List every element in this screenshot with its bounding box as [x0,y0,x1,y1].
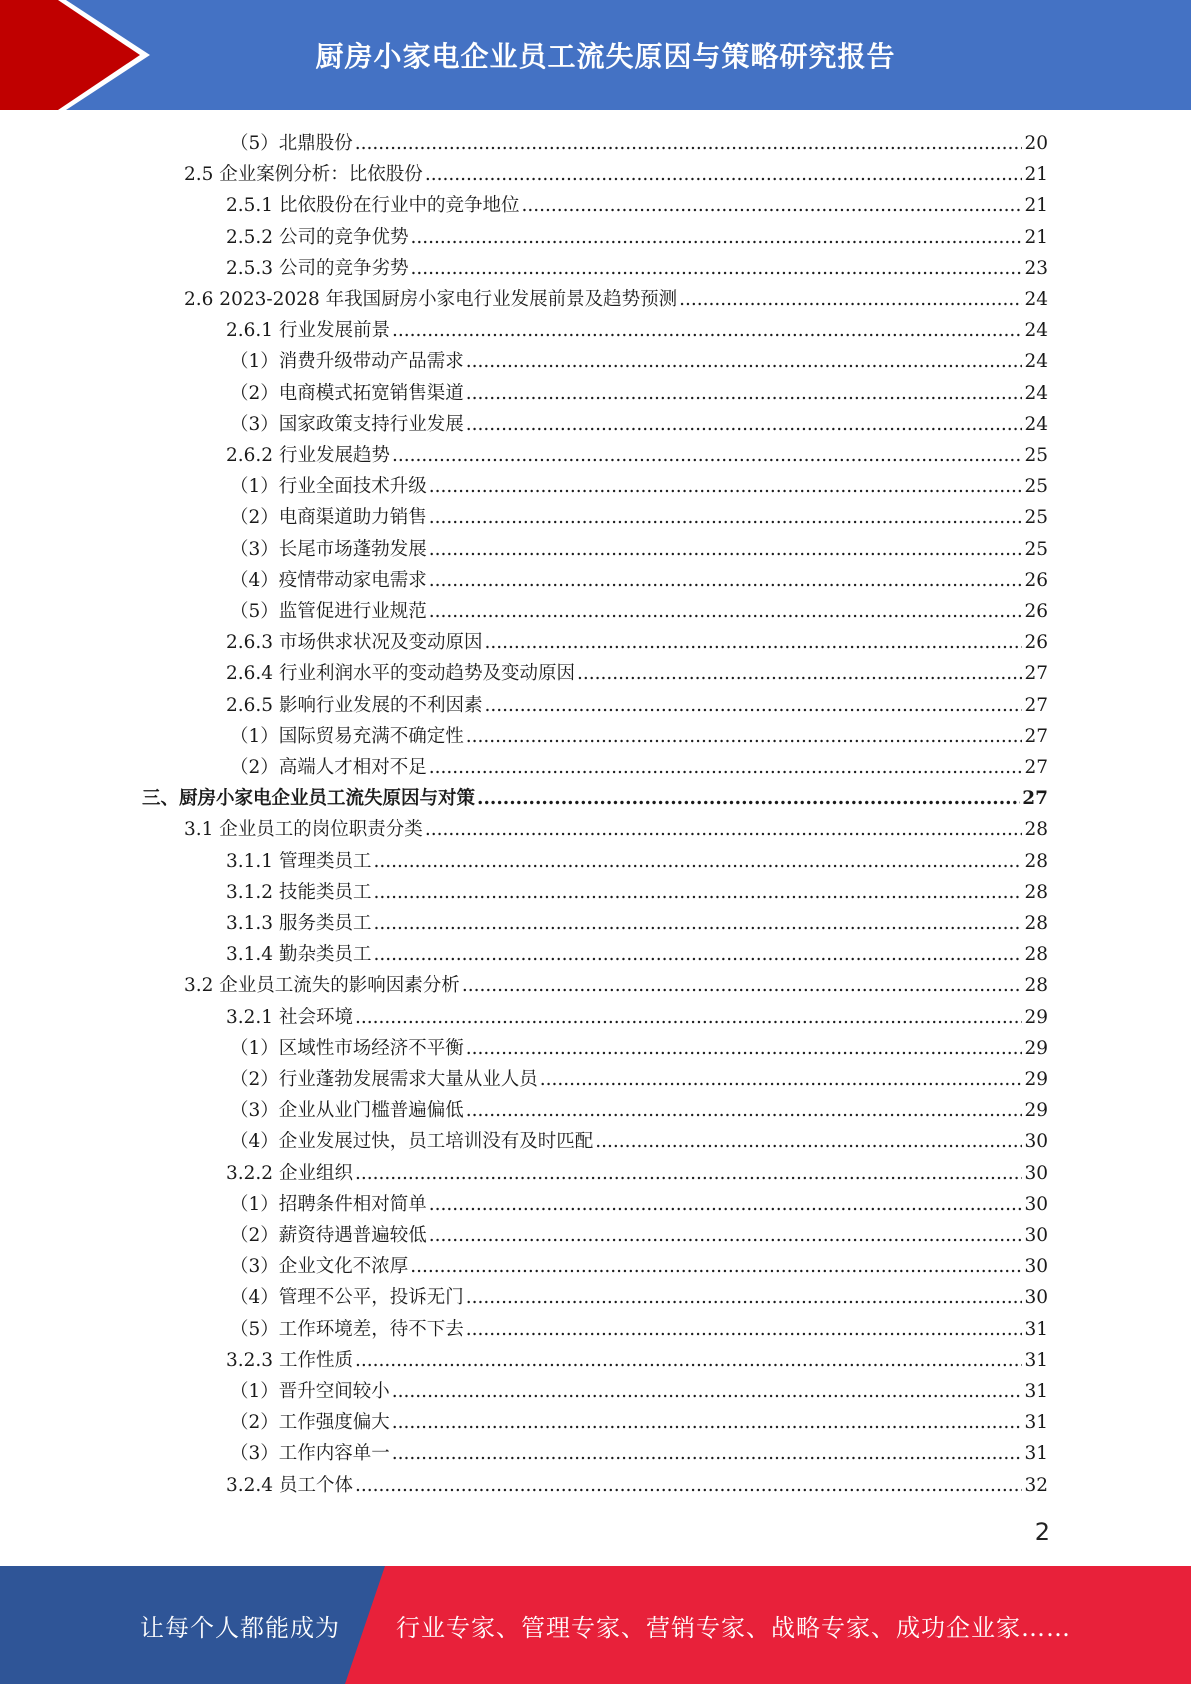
toc-entry-page: 25 [1024,476,1048,498]
toc-entry-page: 29 [1024,1100,1048,1122]
toc-leader-dots [429,1189,1023,1220]
toc-leader-dots [410,253,1022,284]
toc-entry-label: 3.1.3 服务类员工 [226,913,372,934]
toc-entry-page: 32 [1024,1474,1048,1496]
toc-entry[interactable] [226,1470,1048,1501]
toc-entry[interactable] [230,1095,1048,1126]
toc-entry-label: （1）消费升级带动产品需求 [230,351,464,373]
toc-leader-dots [410,1251,1022,1282]
toc-leader-dots [355,1470,1023,1501]
toc-entry-page: 28 [1024,944,1048,966]
toc-entry-label: 2.5.1 比依股份在行业中的竞争地位 [226,195,520,217]
toc-entry[interactable] [184,814,1048,845]
toc-entry-page: 28 [1024,850,1048,872]
toc-leader-dots [679,284,1022,315]
toc-entry-page: 24 [1024,413,1048,435]
toc-entry-page: 29 [1024,1037,1048,1059]
toc-entry-label: （2）薪资待遇普遍较低 [230,1225,427,1246]
toc-entry[interactable] [142,783,1048,814]
toc-entry-page: 21 [1024,226,1048,248]
toc-entry-label: （1）招聘条件相对简单 [230,1193,427,1215]
toc-entry-page: 31 [1024,1349,1048,1371]
toc-leader-dots [466,1314,1023,1345]
toc-entry[interactable] [230,1407,1048,1438]
toc-entry[interactable] [230,721,1048,752]
toc-entry-label: 2.6.4 行业利润水平的变动趋势及变动原因 [226,663,575,685]
toc-entry-page: 30 [1024,1287,1048,1309]
toc-entry-label: 3.1 企业员工的岗位职责分类 [184,819,423,841]
toc-entry[interactable] [226,1158,1048,1189]
toc-leader-dots [429,596,1023,627]
toc-leader-dots [392,315,1022,346]
toc-entry[interactable] [226,222,1048,253]
toc-leader-dots [429,752,1023,783]
toc-entry[interactable] [184,970,1048,1001]
toc-entry-label: （3）企业从业门槛普遍偏低 [230,1100,464,1122]
toc-entry-page: 31 [1024,1318,1048,1340]
toc-entry[interactable] [184,159,1048,190]
toc-entry[interactable] [226,939,1048,970]
toc-entry-page: 30 [1024,1193,1048,1215]
toc-entry[interactable] [230,1189,1048,1220]
toc-entry-label: （5）工作环境差，待不下去 [230,1318,464,1340]
toc-entry-label: 3.2.2 企业组织 [226,1162,353,1184]
toc-entry-label: 2.6.1 行业发展前景 [226,320,390,342]
toc-entry-label: 3.1.1 管理类员工 [226,850,372,872]
toc-entry-page: 28 [1024,913,1048,934]
toc-leader-dots [540,1064,1023,1095]
page-number: 2 [1034,1518,1050,1546]
toc-leader-dots [429,534,1023,565]
toc-leader-dots [466,378,1023,409]
toc-entry[interactable] [230,596,1048,627]
toc-entry-page: 20 [1024,133,1048,154]
toc-entry-label: 3.2.4 员工个体 [226,1474,353,1496]
toc-entry-page: 31 [1024,1412,1048,1434]
toc-entry[interactable] [230,378,1048,409]
toc-leader-dots [466,346,1023,377]
toc-leader-dots [392,1438,1023,1469]
page-header [0,0,1191,110]
toc-leader-dots [425,159,1023,190]
toc-leader-dots [429,565,1023,596]
toc-entry[interactable] [230,1033,1048,1064]
toc-entry-label: （3）工作内容单一 [230,1443,390,1465]
toc-entry-label: （3）企业文化不浓厚 [230,1256,409,1278]
toc-entry-label: （5）监管促进行业规范 [230,601,427,622]
toc-entry-label: （2）工作强度偏大 [230,1412,390,1434]
toc-entry-label: （4）企业发展过快，员工培训没有及时匹配 [230,1131,594,1153]
toc-leader-dots [392,1407,1023,1438]
toc-entry-page: 21 [1024,164,1048,186]
toc-entry-label: （2）电商渠道助力销售 [230,507,427,529]
toc-entry[interactable] [226,908,1048,939]
toc-entry-label: 2.5.2 公司的竞争优势 [226,226,409,248]
toc-entry-page: 24 [1024,289,1048,310]
toc-entry-label: 3.1.4 勤杂类员工 [226,944,372,966]
toc-entry[interactable] [226,1002,1048,1033]
footer-slogan-left: 让每个人都能成为 [140,1613,340,1642]
toc-entry-label: 2.6 2023-2028 年我国厨房小家电行业发展前景及趋势预测 [184,289,678,310]
toc-entry-page: 31 [1024,1381,1048,1402]
toc-entry[interactable] [226,627,1048,658]
toc-entry[interactable] [230,1220,1048,1251]
toc-entry-label: （3）长尾市场蓬勃发展 [230,538,427,560]
toc-entry[interactable] [230,534,1048,565]
toc-entry-label: 三、厨房小家电企业员工流失原因与对策 [142,788,476,810]
toc-entry-page: 27 [1022,788,1048,810]
toc-entry-page: 30 [1024,1162,1048,1184]
toc-leader-dots [466,721,1023,752]
toc-leader-dots [466,1095,1023,1126]
toc-entry-page: 26 [1024,569,1048,591]
toc-entry-page: 21 [1024,195,1048,217]
toc-leader-dots [373,908,1022,939]
toc-entry-label: 3.2.3 工作性质 [226,1349,353,1371]
toc-entry-page: 26 [1024,632,1048,654]
toc-entry[interactable] [230,502,1048,533]
toc-entry-label: （4）管理不公平，投诉无门 [230,1287,464,1309]
toc-entry-page: 27 [1024,663,1048,685]
toc-leader-dots [355,1345,1023,1376]
toc-leader-dots [429,502,1023,533]
toc-entry-page: 24 [1024,351,1048,373]
toc-entry-page: 31 [1024,1443,1048,1465]
toc-entry-page: 26 [1024,601,1048,622]
toc-entry-page: 24 [1024,382,1048,404]
toc-entry[interactable] [230,1126,1048,1157]
toc-entry-page: 27 [1024,694,1048,716]
toc-entry[interactable] [226,315,1048,346]
toc-entry-page: 27 [1024,725,1048,747]
toc-entry-page: 30 [1024,1256,1048,1278]
toc-leader-dots [373,939,1022,970]
toc-entry-label: （1）行业全面技术升级 [230,476,427,498]
page-footer [0,1566,1191,1684]
toc-entry-label: （2）高端人才相对不足 [230,757,427,778]
toc-leader-dots [425,814,1023,845]
toc-entry[interactable] [230,471,1048,502]
toc-entry-page: 25 [1024,538,1048,560]
toc-entry[interactable] [230,1251,1048,1282]
toc-entry-page: 29 [1024,1006,1048,1028]
toc-entry[interactable] [226,846,1048,877]
toc-entry[interactable] [226,253,1048,284]
toc-entry[interactable] [230,346,1048,377]
toc-leader-dots [410,222,1022,253]
toc-entry-page: 27 [1024,757,1048,778]
toc-entry-page: 29 [1024,1069,1048,1090]
toc-entry-label: （4）疫情带动家电需求 [230,569,427,591]
toc-leader-dots [484,627,1022,658]
toc-entry-page: 23 [1024,257,1048,279]
toc-entry[interactable] [226,1345,1048,1376]
toc-leader-dots [521,190,1022,221]
toc-leader-dots [392,1376,1023,1407]
toc-leader-dots [355,1002,1023,1033]
toc-entry-page: 30 [1024,1131,1048,1153]
toc-leader-dots [466,1282,1023,1313]
toc-entry-label: （3）国家政策支持行业发展 [230,413,464,435]
toc-leader-dots [392,440,1022,471]
toc-entry-page: 28 [1024,975,1048,997]
toc-entry[interactable] [230,1376,1048,1407]
toc-entry-label: （5）北鼎股份 [230,133,353,154]
document-title: 厨房小家电企业员工流失原因与策略研究报告 [315,40,896,73]
toc-entry-label: （1）区域性市场经济不平衡 [230,1037,464,1059]
toc-entry[interactable] [230,1438,1048,1469]
toc-entry-label: （2）电商模式拓宽销售渠道 [230,382,464,404]
toc-entry-label: 2.5.3 公司的竞争劣势 [226,257,409,279]
toc-entry-label: 2.6.3 市场供求状况及变动原因 [226,632,483,654]
toc-entry[interactable] [230,1282,1048,1313]
toc-entry[interactable] [230,409,1048,440]
toc-entry[interactable] [226,440,1048,471]
toc-leader-dots [466,409,1023,440]
toc-leader-dots [429,471,1023,502]
toc-leader-dots [355,1158,1023,1189]
toc-entry-label: 2.6.5 影响行业发展的不利因素 [226,694,483,716]
toc-entry-page: 24 [1024,320,1048,342]
toc-entry[interactable] [230,1064,1048,1095]
toc-leader-dots [355,128,1023,159]
toc-entry[interactable] [226,690,1048,721]
toc-leader-dots [429,1220,1023,1251]
toc-leader-dots [477,783,1020,814]
toc-leader-dots [577,658,1022,689]
toc-entry-page: 28 [1024,819,1048,841]
toc-entry[interactable] [184,284,1048,315]
toc-entry-page: 28 [1024,881,1048,903]
toc-entry[interactable] [230,128,1048,159]
toc-entry-page: 30 [1024,1225,1048,1246]
toc-entry-label: （1）晋升空间较小 [230,1381,390,1402]
toc-entry-page: 25 [1024,507,1048,529]
toc-entry-label: 3.2.1 社会环境 [226,1006,353,1028]
toc-entry[interactable] [230,1314,1048,1345]
toc-entry[interactable] [230,565,1048,596]
toc-leader-dots [373,877,1022,908]
toc-entry-label: 2.6.2 行业发展趋势 [226,445,390,466]
toc-entry[interactable] [230,752,1048,783]
toc-entry[interactable] [226,190,1048,221]
toc-entry-label: （1）国际贸易充满不确定性 [230,725,464,747]
toc-leader-dots [466,1033,1023,1064]
toc-leader-dots [595,1126,1022,1157]
toc-entry-label: 3.2 企业员工流失的影响因素分析 [184,975,460,997]
toc-leader-dots [484,690,1022,721]
toc-leader-dots [373,846,1022,877]
toc-leader-dots [462,970,1023,1001]
toc-entry[interactable] [226,877,1048,908]
toc-entry-page: 25 [1024,445,1048,466]
toc-entry[interactable] [226,658,1048,689]
toc-entry-label: 2.5 企业案例分析：比依股份 [184,164,423,186]
footer-slogan-right: 行业专家、管理专家、营销专家、战略专家、成功企业家…… [396,1613,1071,1642]
toc-entry-label: 3.1.2 技能类员工 [226,881,372,903]
toc-entry-label: （2）行业蓬勃发展需求大量从业人员 [230,1069,538,1090]
